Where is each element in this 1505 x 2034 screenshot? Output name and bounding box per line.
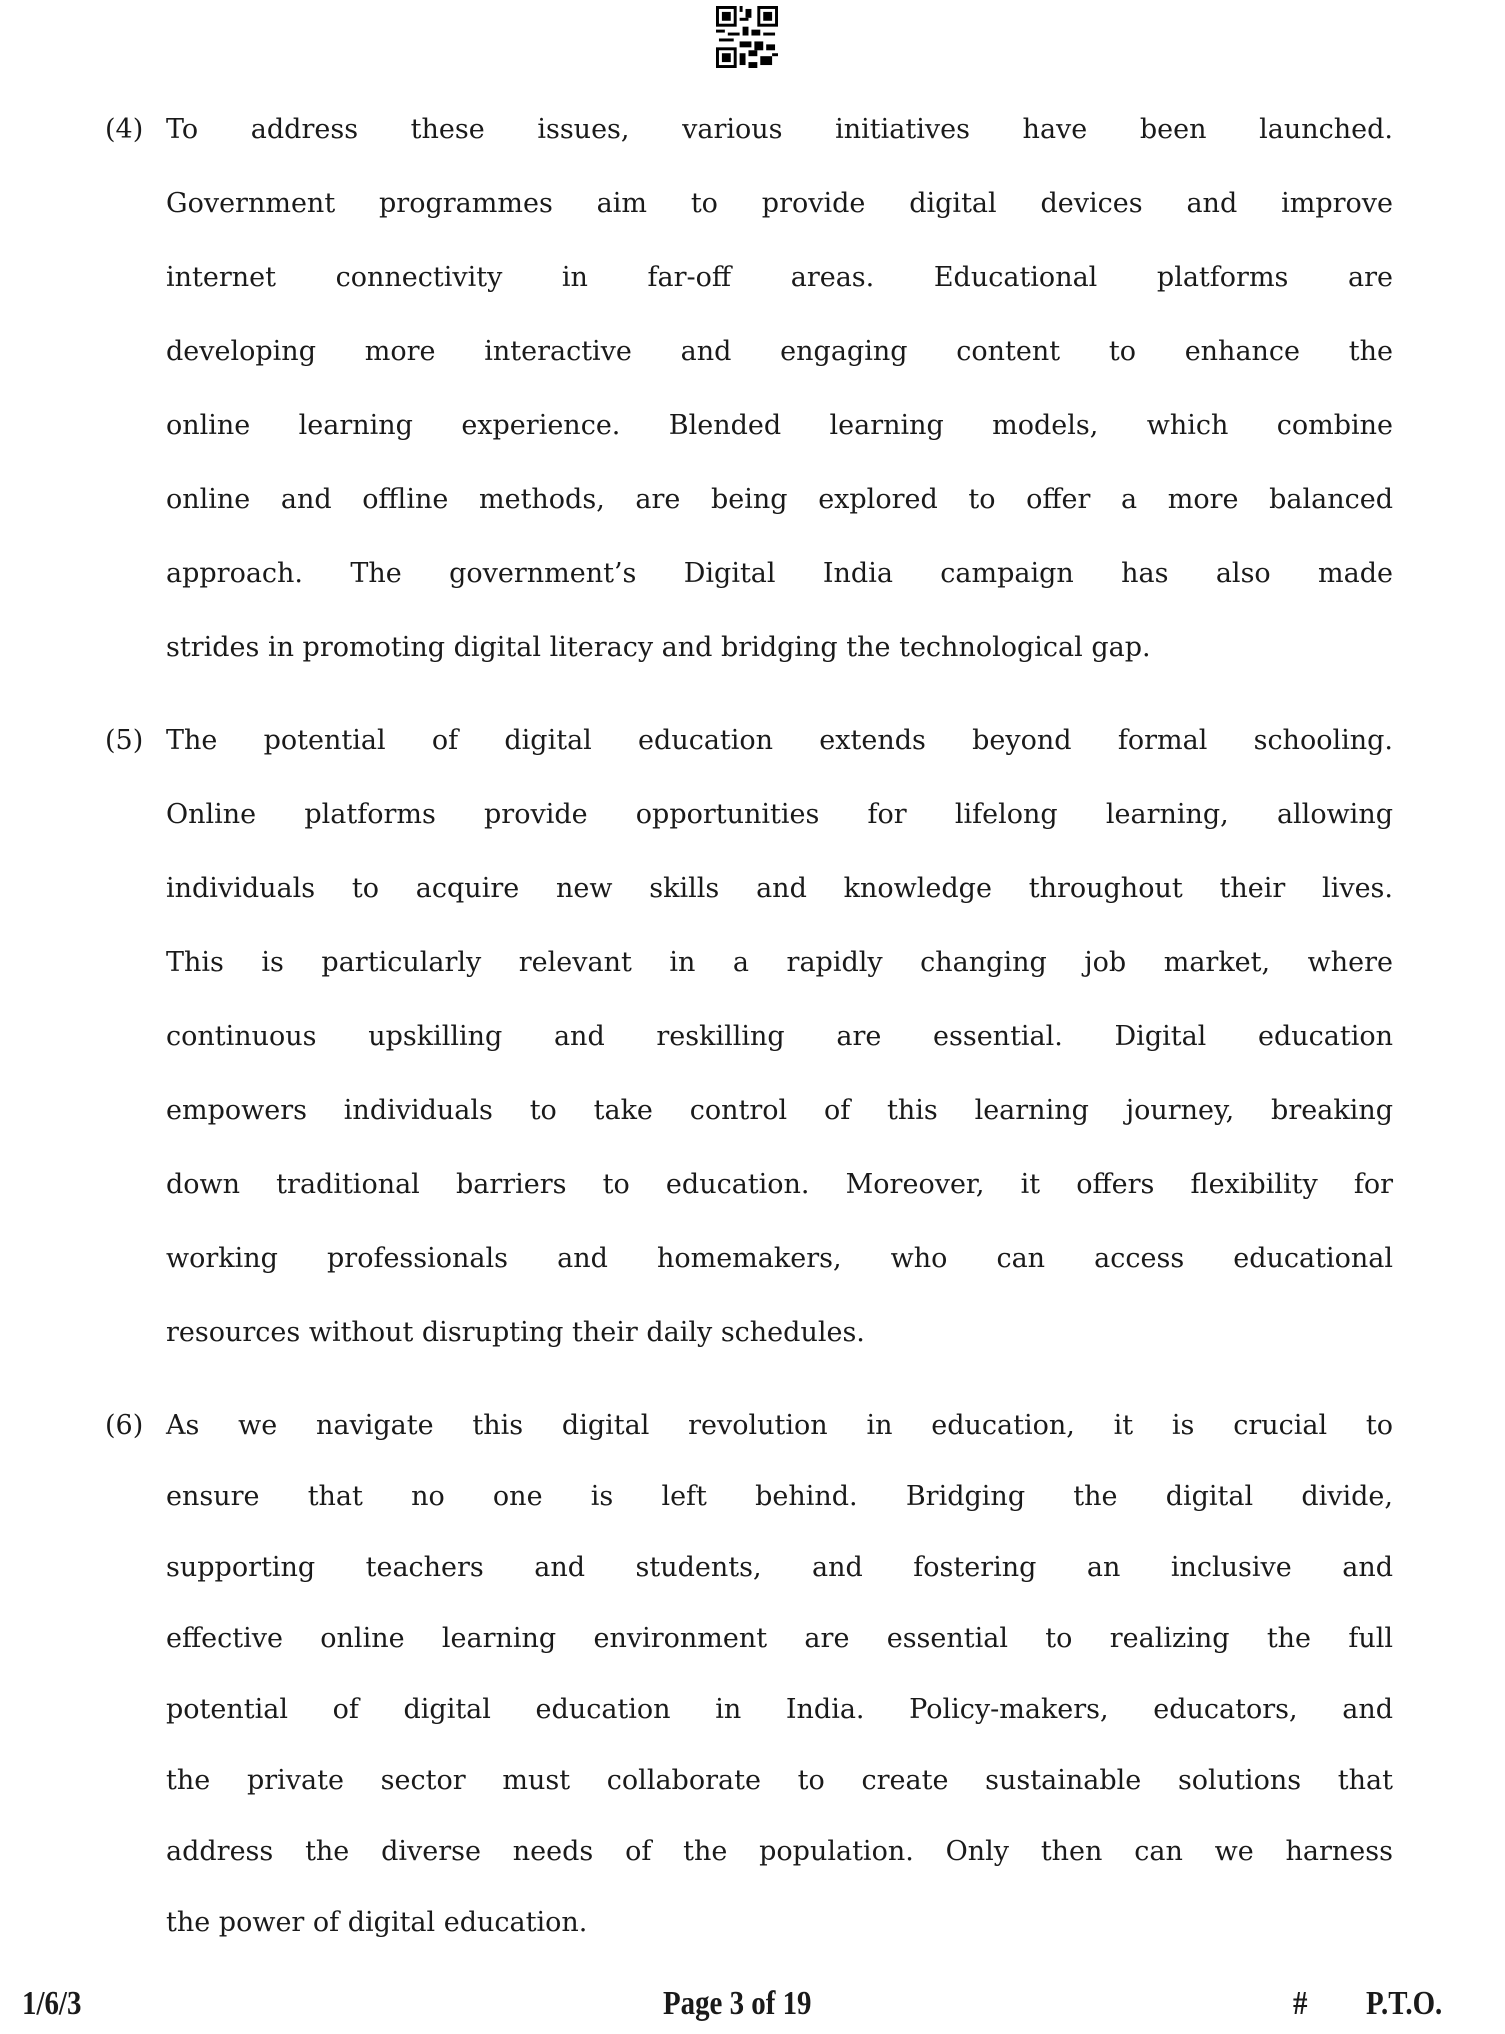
paper-code: 1/6/3	[22, 1985, 82, 2022]
qr-code-icon	[716, 6, 778, 68]
text-line: potential of digital education in India. Policy-makers, educators, and	[166, 1694, 1393, 1725]
text-line: individuals to acquire new skills and knowledge throughout their lives.	[166, 873, 1393, 904]
text-line: online learning experience. Blended learning models, which combine	[166, 410, 1393, 441]
paragraph-number: (6)	[105, 1410, 144, 1441]
text-line: the private sector must collaborate to create sustainable solutions that	[166, 1765, 1393, 1796]
text-line: address the diverse needs of the population. Only then can we harness	[166, 1836, 1393, 1867]
text-line: This is particularly relevant in a rapidly changing job market, where	[166, 947, 1393, 978]
hash-mark: #	[1293, 1985, 1308, 2022]
text-line: ensure that no one is left behind. Bridging the digital divide,	[166, 1481, 1393, 1512]
text-line: empowers individuals to take control of this learning journey, breaking	[166, 1095, 1393, 1126]
text-line: approach. The government’s Digital India campaign has also made	[166, 558, 1393, 589]
text-line: the power of digital education.	[166, 1907, 588, 1938]
text-line: supporting teachers and students, and fostering an inclusive and	[166, 1552, 1393, 1583]
text-line: To address these issues, various initiatives have been launched.	[166, 114, 1393, 145]
text-line: The potential of digital education extends beyond formal schooling.	[166, 725, 1393, 756]
text-line: Online platforms provide opportunities for lifelong learning, allowing	[166, 799, 1393, 830]
text-line: As we navigate this digital revolution in education, it is crucial to	[166, 1410, 1393, 1441]
text-line: down traditional barriers to education. Moreover, it offers flexibility for	[166, 1169, 1393, 1200]
text-line: continuous upskilling and reskilling are essential. Digital education	[166, 1021, 1393, 1052]
text-line: Government programmes aim to provide digital devices and improve	[166, 188, 1393, 219]
page-number: Page 3 of 19	[663, 1985, 812, 2022]
paragraph-number: (4)	[105, 114, 144, 145]
pto-label: P.T.O.	[1366, 1985, 1443, 2022]
text-line: strides in promoting digital literacy and bridging the technological gap.	[166, 632, 1151, 663]
text-line: developing more interactive and engaging content to enhance the	[166, 336, 1393, 367]
text-line: resources without disrupting their daily schedules.	[166, 1317, 865, 1348]
text-line: internet connectivity in far-off areas. Educational platforms are	[166, 262, 1393, 293]
text-line: working professionals and homemakers, who can access educational	[166, 1243, 1393, 1274]
text-line: online and offline methods, are being explored to offer a more balanced	[166, 484, 1393, 515]
text-line: effective online learning environment are essential to realizing the full	[166, 1623, 1393, 1654]
paragraph-number: (5)	[105, 725, 144, 756]
